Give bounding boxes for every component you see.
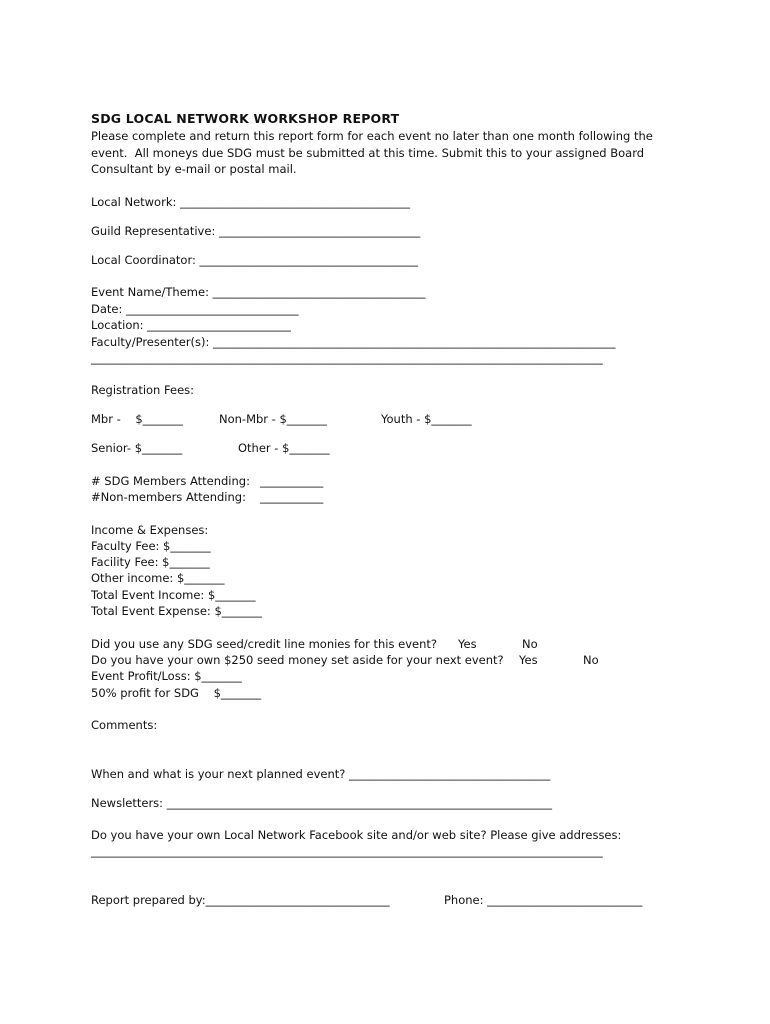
faculty-fee-field: Faculty Fee: $_______ (91, 539, 211, 553)
newsletters-field: Newsletters: ___________________________________________________________________ (91, 796, 552, 810)
non-member-fee-field: Non-Mbr - $_______ (219, 412, 328, 426)
other-fee-field: Other - $_______ (238, 441, 330, 455)
faculty-presenters-continued: _________________________________________________________________________________________ (91, 351, 603, 365)
date-field: Date: ______________________________ (91, 302, 299, 316)
location-field: Location: _________________________ (91, 318, 291, 332)
seed-credit-no: No (522, 637, 538, 651)
senior-fee-field: Senior- $_______ (91, 441, 183, 455)
next-event-field: When and what is your next planned event? ___________________________________ (91, 767, 551, 781)
registration-fees-heading: Registration Fees: (91, 383, 195, 397)
other-income-field: Other income: $_______ (91, 571, 225, 585)
seed-credit-question: Did you use any SDG seed/credit line monies for this event? (91, 637, 437, 651)
page-title: SDG LOCAL NETWORK WORKSHOP REPORT (91, 111, 400, 126)
intro-line-1: Please complete and return this report form for each event no later than one month following the (91, 129, 653, 143)
youth-fee-field: Youth - $_______ (381, 412, 472, 426)
event-profit-loss-field: Event Profit/Loss: $_______ (91, 669, 242, 683)
profit-for-sdg-field: 50% profit for SDG $_______ (91, 686, 262, 700)
seed-money-yes: Yes (519, 653, 538, 667)
total-income-field: Total Event Income: $_______ (91, 588, 256, 602)
local-network-field: Local Network: ________________________________________ (91, 195, 411, 209)
intro-line-3: Consultant by e-mail or postal mail. (91, 162, 297, 176)
facebook-website-question: Do you have your own Local Network Facebook site and/or web site? Please give addresses: (91, 828, 622, 842)
seed-money-question: Do you have your own $250 seed money set aside for your next event? (91, 653, 504, 667)
seed-credit-yes: Yes (458, 637, 477, 651)
intro-line-2: event. All moneys due SDG must be submitted at this time. Submit this to your assigned Board (91, 146, 645, 160)
seed-money-no: No (583, 653, 599, 667)
member-fee-field: Mbr - $_______ (91, 412, 183, 426)
non-members-attending-blank: ___________ (260, 490, 324, 504)
faculty-presenters-field: Faculty/Presenter(s): ______________________________________________________________________ (91, 335, 616, 349)
total-expense-field: Total Event Expense: $_______ (91, 604, 263, 618)
guild-representative-field: Guild Representative: ___________________________________ (91, 224, 421, 238)
local-coordinator-field: Local Coordinator: ______________________________________ (91, 253, 419, 267)
facility-fee-field: Facility Fee: $_______ (91, 555, 210, 569)
sdg-members-attending-label: # SDG Members Attending: (91, 474, 250, 488)
phone-field: Phone: ___________________________ (444, 893, 643, 907)
non-members-attending-label: #Non-members Attending: (91, 490, 246, 504)
comments-label: Comments: (91, 718, 158, 732)
income-expenses-heading: Income & Expenses: (91, 523, 209, 537)
report-prepared-by-field: Report prepared by:________________________________ (91, 893, 390, 907)
sdg-members-attending-blank: ___________ (260, 474, 324, 488)
event-name-field: Event Name/Theme: _____________________________________ (91, 285, 426, 299)
facebook-website-blank: _________________________________________________________________________________________ (91, 844, 603, 858)
